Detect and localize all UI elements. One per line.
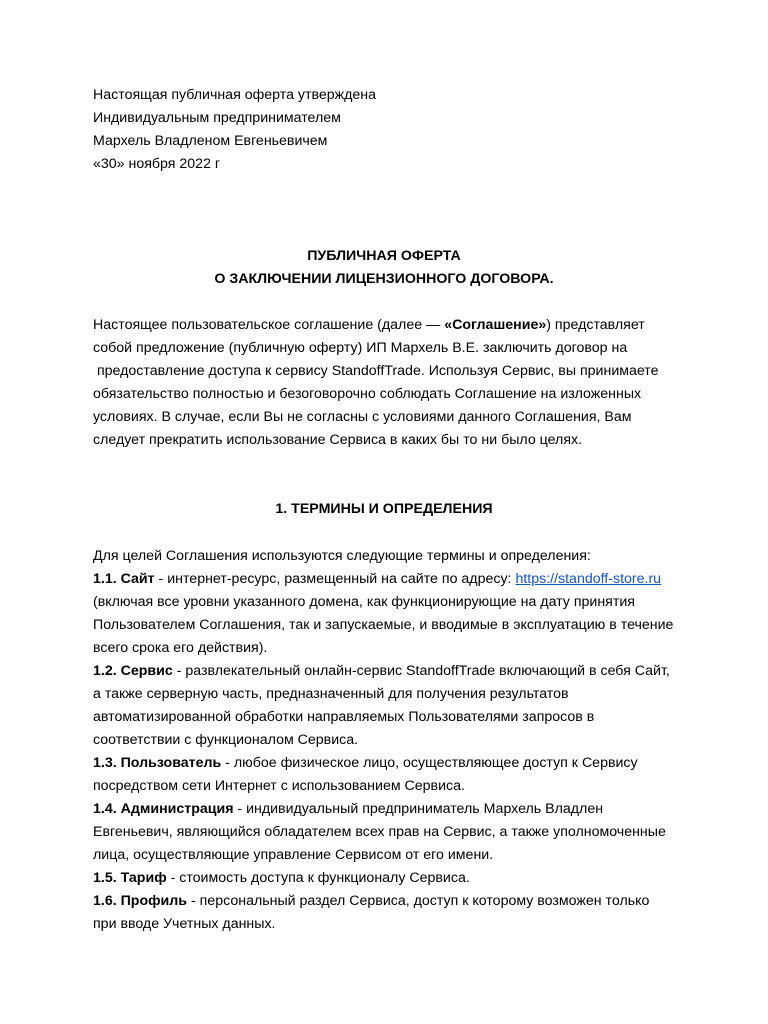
approval-block <box>93 84 693 176</box>
intro-line: обязательство полностью и безоговорочно соблюдать Соглашение на изложенных <box>93 386 642 402</box>
definition-1-2 <box>93 660 693 683</box>
definition-1-4 <box>93 798 693 821</box>
definition-1-5 <box>93 867 693 890</box>
term-profile: 1.6. Профиль <box>93 893 188 909</box>
intro-text: Настоящее пользовательское соглашение (далее — <box>93 317 445 333</box>
definition-1-6 <box>93 890 693 913</box>
intro-paragraph <box>93 314 693 452</box>
term-service: 1.2. Сервис <box>93 663 173 679</box>
definition-text: посредством сети Интернет с использованием Сервиса. <box>93 778 465 794</box>
approval-line: Настоящая публичная оферта утверждена <box>93 87 377 103</box>
definition-text: при вводе Учетных данных. <box>93 916 276 932</box>
title-line-1: ПУБЛИЧНАЯ ОФЕРТА <box>307 248 461 264</box>
term-tariff: 1.5. Тариф <box>93 870 167 886</box>
section-1-heading: 1. ТЕРМИНЫ И ОПРЕДЕЛЕНИЯ <box>275 501 493 517</box>
definition-text: - любое физическое лицо, осуществляющее доступ к Сервису <box>221 755 638 771</box>
intro-text: ) представляет <box>546 317 645 333</box>
definition-text: Пользователем Соглашения, так и запускаемые, и вводимые в эксплуатацию в течение <box>93 617 674 633</box>
definition-text: - интернет-ресурс, размещенный на сайте по адресу: <box>154 571 516 587</box>
title-line-2: О ЗАКЛЮЧЕНИИ ЛИЦЕНЗИОННОГО ДОГОВОРА. <box>214 271 554 287</box>
definition-text: - индивидуальный предприниматель Мархель Владлен <box>233 801 604 817</box>
definition-1-3 <box>93 752 693 775</box>
definition-text: соответствии с функционалом Сервиса. <box>93 732 359 748</box>
definitions-block <box>93 545 693 936</box>
approval-date: «30» ноября 2022 г <box>93 156 221 172</box>
intro-line <box>93 314 693 337</box>
definition-text: всего срока его действия). <box>93 640 268 656</box>
definition-text: лица, осуществляющие управление Сервисом от его имени. <box>93 847 494 863</box>
site-link[interactable]: https://standoff-store.ru <box>515 571 662 587</box>
definition-text: - персональный раздел Сервиса, доступ к которому возможен только <box>187 893 650 909</box>
term-user: 1.3. Пользователь <box>93 755 222 771</box>
term-site: 1.1. Сайт <box>93 571 155 587</box>
definition-text: - развлекательный онлайн-сервис StandoffTrade включающий в себя Сайт, <box>172 663 670 679</box>
definition-text: - стоимость доступа к функционалу Сервиса. <box>166 870 470 886</box>
intro-line: собой предложение (публичную оферту) ИП Мархель В.Е. заключить договор на <box>93 340 628 356</box>
definitions-lead: Для целей Соглашения используются следующие термины и определения: <box>93 548 591 564</box>
definition-1-1 <box>93 568 693 591</box>
approval-line: Индивидуальным предпринимателем <box>93 110 341 126</box>
definition-text: (включая все уровни указанного домена, как функционирующие на дату принятия <box>93 594 635 610</box>
term-administration: 1.4. Администрация <box>93 801 234 817</box>
definition-text: а также серверную часть, предназначенный для получения результатов <box>93 686 569 702</box>
document-title <box>0 245 768 291</box>
agreement-term: «Соглашение» <box>444 317 547 333</box>
definition-text: Евгеньевич, являющийся обладателем всех прав на Сервис, а также уполномоченные <box>93 824 666 840</box>
intro-line: предоставление доступа к сервису StandoffTrade. Используя Сервис, вы принимаете <box>93 363 659 379</box>
definition-text: автоматизированной обработки направляемых Пользователями запросов в <box>93 709 595 725</box>
approval-line: Мархель Владленом Евгеньевичем <box>93 133 328 149</box>
intro-line: следует прекратить использование Сервиса в каких бы то ни было целях. <box>93 432 583 448</box>
intro-line: условиях. В случае, если Вы не согласны с условиями данного Соглашения, Вам <box>93 409 632 425</box>
